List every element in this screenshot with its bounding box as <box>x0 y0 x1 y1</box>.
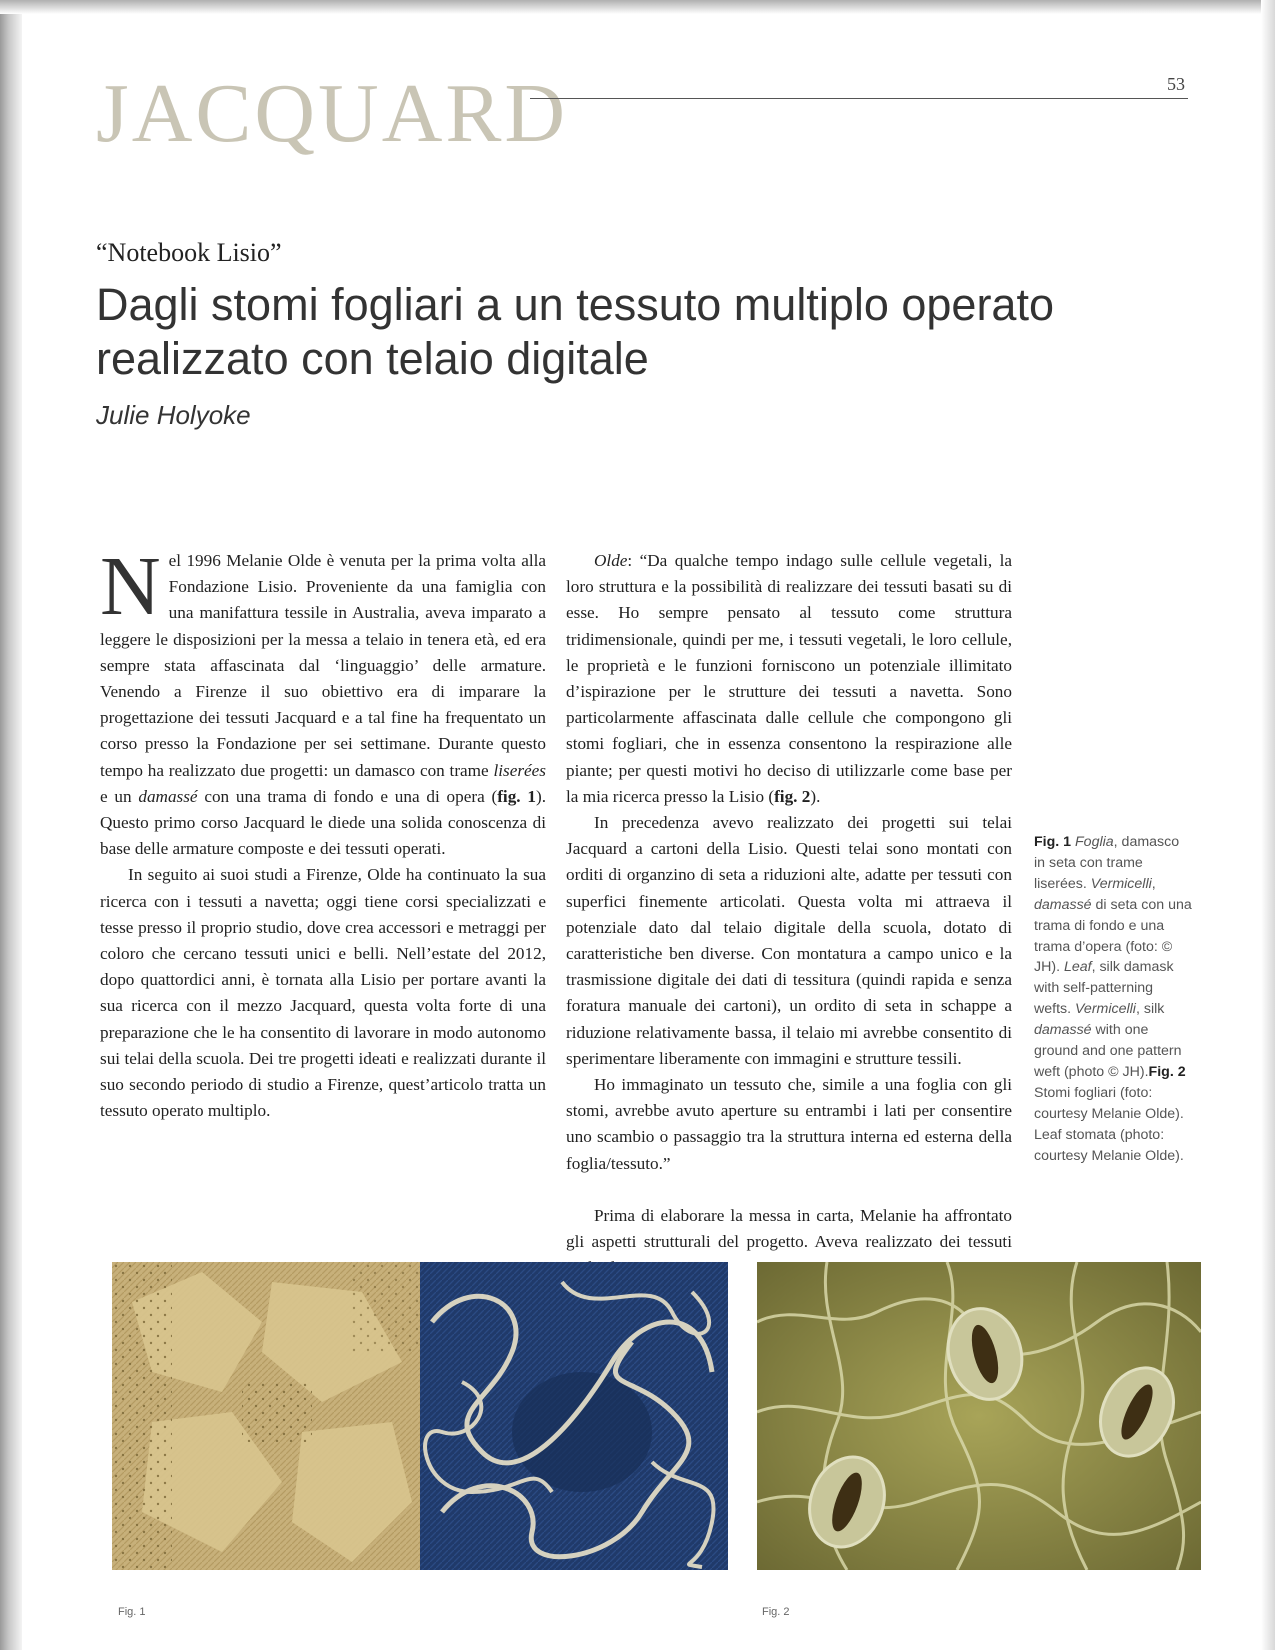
section-title: JACQUARD <box>96 67 569 160</box>
figure-2-label: Fig. 2 <box>762 1606 790 1618</box>
quote-paragraph-2: In precedenza avevo realizzato dei progetti sui telai Jacquard a cartoni della Lisio. Questi telai sono montati con orditi di organzino di seta a riduzioni alte, adatte per tessuti con superfici finemente articolati. Questa volta mi attraeva il potenziale dato dal telaio digitale della scuola, dotato di caratteristiche ben diverse. Con montatura a campo unico e la trasmissione digitale dei dati di tessitura (quindi rapida e senza foratura manuale dei cartoni), un ordito di seta in schappe a riduzione relativamente bassa, il telaio mi avrebbe consentito di sperimentare liberamente con immagini e strutture tessili. <box>566 813 1012 1068</box>
article-author: Julie Holyoke <box>96 400 251 430</box>
fig2-reference: fig. 2 <box>774 786 811 806</box>
scan-shadow-top <box>0 0 1275 14</box>
figure-caption: Fig. 1 Foglia, damasco in seta con trame liserées. Vermicelli, damassé di seta con una trama di fondo e una trama d’opera (foto: © JH). Leaf, silk damask with self-patterning wefts. Vermicelli, silk damassé with one ground and one pattern weft (photo © JH).Fig. 2 Stomi fogliari (foto: courtesy Melanie Olde). Leaf stomata (photo: courtesy Melanie Olde). <box>1034 834 1192 1164</box>
caption-fig2-label: Fig. 2 <box>1148 1063 1186 1080</box>
figure-2-stomata-photo <box>757 1262 1201 1570</box>
fig1-reference: fig. 1 <box>497 786 536 806</box>
body-column-left <box>100 540 546 1124</box>
paragraph-2: In seguito ai suoi studi a Firenze, Olde ha continuato la sua ricerca con i tessuti a navetta; oggi tiene corsi specializzati e tesse presso il proprio studio, dove crea accessori e metraggi per coloro che cercano tessuti unici e belli. Nell’estate del 2012, dopo quattordici anni, è tornata alla Lisio per portare avanti la sua ricerca con il mezzo Jacquard, questa volta forte di una preparazione che le ha consentito di lavorare in modo autonomo sui telai della scuola. Dei tre progetti ideati e realizzati durante il suo secondo periodo di studio a Firenze, quest’articolo tratta un tessuto operato multiplo. <box>100 865 546 1121</box>
quote-speaker: Olde <box>594 551 628 570</box>
page-number: 53 <box>1167 74 1185 94</box>
header-rule <box>530 98 1188 99</box>
scan-shadow-left <box>0 0 22 1650</box>
figure-1-fabric-photo <box>112 1262 728 1570</box>
figure-1-label: Fig. 1 <box>118 1606 146 1618</box>
drop-cap: N <box>100 540 161 633</box>
paragraph-1: Nel 1996 Melanie Olde è venuta per la prima volta alla Fondazione Lisio. Proveniente da una famiglia con una manifattura tessile in Australia, aveva imparato a leggere le disposizioni per la messa a telaio in tenera età, ed era sempre stata affascinata dal ‘linguaggio’ delle armature. Venendo a Firenze il suo obiettivo era di imparare la progettazione dei tessuti Jacquard e a tal fine ha frequentato un corso presso la Fondazione per sei settimane. Durante questo tempo ha realizzato due progetti: un damasco con trame liserées e un damassé con una trama di fondo e una di opera (fig. 1). Questo primo corso Jacquard le diede una solida conoscenza di base delle armature composte e dei tessuti operati. <box>100 540 546 859</box>
quote-paragraph-1: Olde: “Da qualche tempo indago sulle cellule vegetali, la loro struttura e la possibilità di realizzare dei tessuti basati su di esse. Ho sempre pensato al tessuto come struttura tridimensionale, quindi per me, i tessuti vegetali, le loro cellule, le proprietà e le funzioni forniscono un potenziale illimitato d’ispirazione per le strutture dei tessuti a navetta. Sono particolarmente affascinata dalle cellule che compongono gli stomi fogliari, che in essenza consentono la respirazione alle piante; per questi motivi ho deciso di utilizzarle come base per la mia ricerca presso la Lisio (fig. 2). <box>566 551 1012 806</box>
vermicelli-damasse-fabric <box>420 1262 728 1570</box>
body-column-middle <box>566 548 1012 1281</box>
paragraph-4: Prima di elaborare la messa in carta, Melanie ha affrontato gli aspetti strutturali del progetto. Aveva realizzato dei tessuti <box>566 1205 1012 1252</box>
quote-paragraph-3: Ho immaginato un tessuto che, simile a una foglia con gli stomi, avrebbe avuto aperture su entrambi i lati per consentire uno scambio o passaggio tra la struttura interna ed esterna della foglia/tessuto.” <box>566 1075 1012 1173</box>
damask-leaf-fabric <box>112 1262 420 1570</box>
article-title: Dagli stomi fogliari a un tessuto multiplo operato realizzato con telaio digitale <box>96 279 1054 384</box>
caption-fig1-label: Fig. 1 <box>1034 834 1072 850</box>
article-kicker: “Notebook Lisio” <box>96 238 282 267</box>
scan-shadow-right <box>1261 0 1275 1650</box>
